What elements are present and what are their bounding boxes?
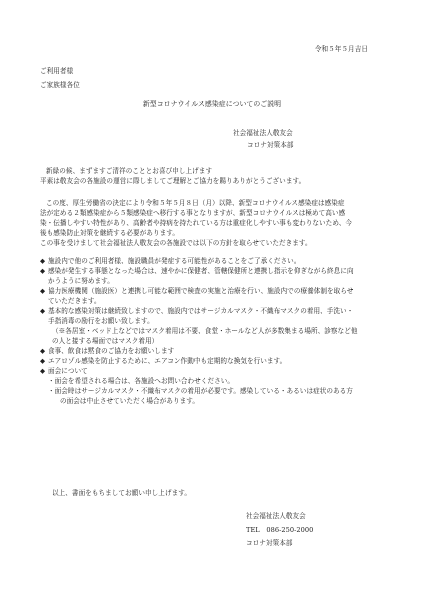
document-body <box>40 166 392 406</box>
diamond-bullet-icon: ◆ <box>40 267 46 275</box>
policy-item <box>40 266 392 286</box>
visit-heading: 面会について <box>48 367 88 375</box>
paragraph-line: この事を受けまして社会福祉法人敬友会の各施設では以下の方針を取らせていただきます。 <box>40 239 312 247</box>
addressee-users: ご利用者様 <box>40 67 74 75</box>
paragraph-line: 染・伝播しやすい特性があり、高齢者や持病を持たれている方は重症化しやすい事も変わりないため、今 <box>40 219 352 227</box>
visit-section <box>40 366 392 376</box>
policy-item <box>40 286 392 306</box>
sender-department: コロナ対策本部 <box>247 141 294 149</box>
paragraph-line: 後も感染防止対策を継続する必要があります。 <box>40 229 179 237</box>
visit-text: の面会は中止させていただく場合があります。 <box>60 397 199 405</box>
sender-organization: 社会福祉法人敬友会 <box>233 129 293 137</box>
policy-item <box>40 356 392 366</box>
contact-department: コロナ対策本部 <box>246 539 293 547</box>
policy-item <box>40 306 392 326</box>
contact-organization: 社会福祉法人敬友会 <box>246 512 306 520</box>
note-line: の人と接する場面ではマスク着用） <box>52 337 159 345</box>
visit-item <box>40 376 392 386</box>
diamond-bullet-icon: ◆ <box>40 357 46 365</box>
policy-item <box>40 256 392 266</box>
paragraph-line: 法が定める２類感染症から５類感染症へ移行する事となりますが、新型コロナウイルスは極めて高い感 <box>40 209 346 217</box>
addressee-families: ご家族様各位 <box>40 81 80 89</box>
visit-item <box>40 386 392 406</box>
policy-text: エアロゾル感染を防止するために、エアコン作動中も定期的な換気を行います。 <box>48 357 287 365</box>
policy-list <box>40 256 392 406</box>
policy-text: 食事、飲食は黙食のご協力をお願いします <box>48 347 175 355</box>
diamond-bullet-icon: ◆ <box>40 367 46 375</box>
policy-text: ていただきます。 <box>48 297 101 305</box>
paragraph-line: この度、厚生労働省の決定により令和５年５月８日（月）以降、新型コロナウイルス感染症は感染症 <box>46 199 345 207</box>
mask-note <box>40 326 392 346</box>
diamond-bullet-icon: ◆ <box>40 287 46 295</box>
policy-text: 手指消毒の励行をお願い致します。 <box>48 317 154 325</box>
contact-phone: TEL 086-250-2000 <box>246 525 314 534</box>
greeting-line: 平素は敬友会の各施設の運営に際しましてご理解とご協力を賜りありがとうございます。 <box>40 177 306 185</box>
policy-item <box>40 346 392 356</box>
greeting-line: 新緑の候、まずますご清祥のこととお喜び申し上げます <box>46 167 213 175</box>
policy-text: 感染が発生する事態となった場合は、速やかに保健者、管轄保健所と連携し指示を仰ぎながら終息に向 <box>48 267 354 275</box>
policy-text: 施設内で他のご利用者様、施設職員が発症する可能性があることをご了承ください。 <box>48 257 301 265</box>
main-paragraph <box>40 198 392 248</box>
policy-text: 基本的な感染対策は継続致しますので、施設内ではサージカルマスク・不織布マスクの着用、手洗い・ <box>48 307 354 315</box>
policy-text: 協力医療機関（施設医）と連携し可能な範囲で検査の実施と治療を行い、施設内での療養体制を取らせ <box>48 287 354 295</box>
visit-text: ・面会を希望される場合は、各施設へお問い合わせください。 <box>48 377 235 385</box>
contact-block <box>246 510 313 551</box>
diamond-bullet-icon: ◆ <box>40 347 46 355</box>
diamond-bullet-icon: ◆ <box>40 307 46 315</box>
policy-text: かうように努めます。 <box>48 277 114 285</box>
diamond-bullet-icon: ◆ <box>40 257 46 265</box>
document-title: 新型コロナウイルス感染症についてのご説明 <box>142 100 282 108</box>
closing-line: 以上、書面をもちましてお願い申し上げます。 <box>52 489 191 497</box>
document-date: 令和５年５月吉日 <box>314 45 368 53</box>
visit-text: ・面会時はサージカルマスク・不織布マスクの着用が必要です。感染している・あるいは症状のある方 <box>48 387 353 395</box>
note-line: （※各居室・ベッド上などではマスク着用は不要、食堂・ホールなど人が多数集まる場所、診察など他 <box>52 327 358 335</box>
